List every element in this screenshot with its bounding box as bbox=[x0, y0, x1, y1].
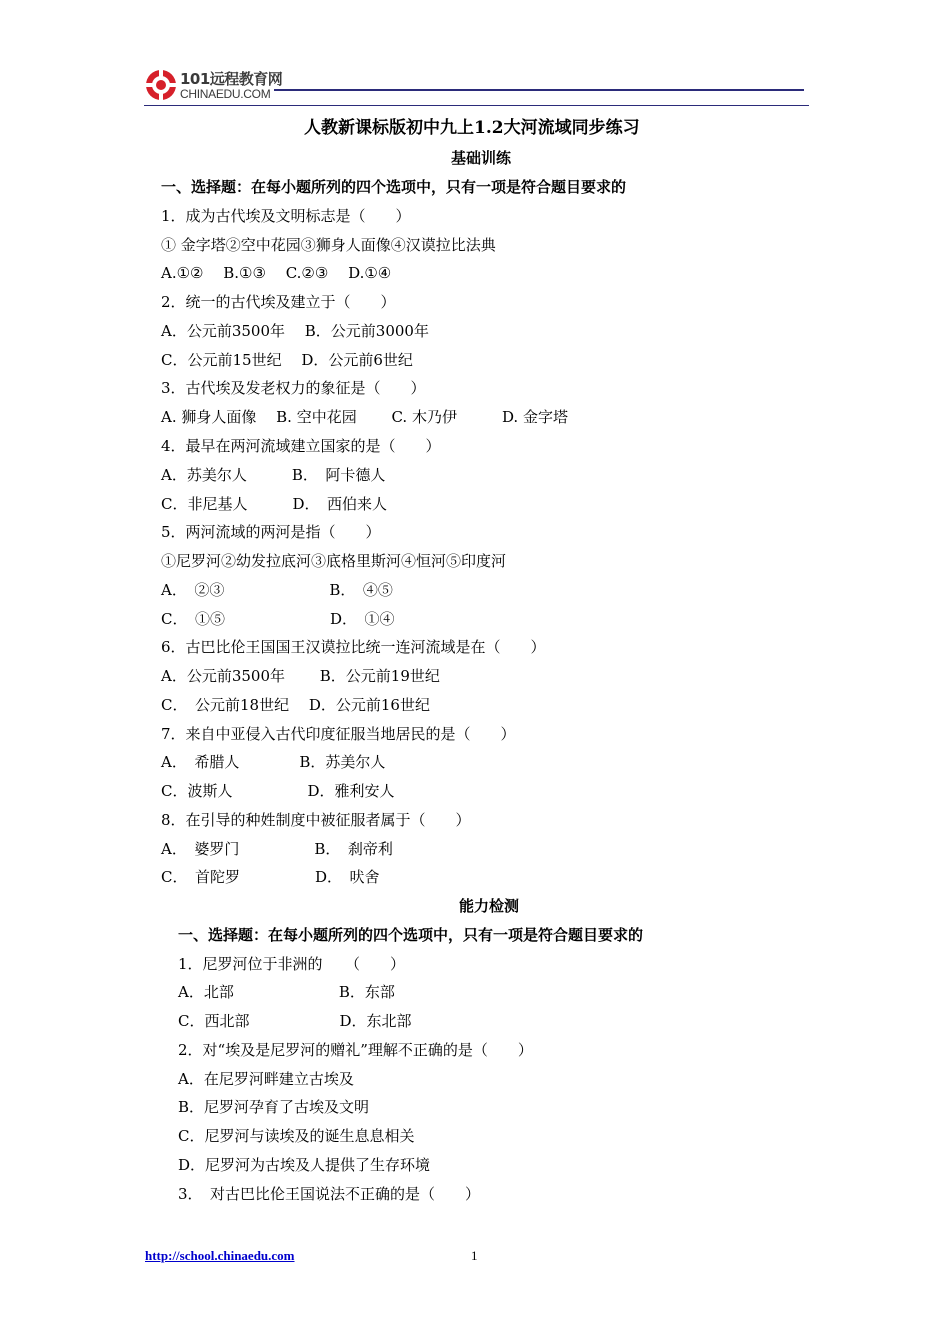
section-instruction: 一、选择题：在每小题所列的四个选项中，只有一项是符合题目要求的 bbox=[178, 926, 644, 944]
logo-name: 101远程教育网 bbox=[180, 70, 283, 88]
question-line: A．公元前3500年 B．公元前19世纪 bbox=[161, 667, 440, 685]
question-line: C． 公元前18世纪 D．公元前16世纪 bbox=[161, 696, 430, 714]
section-instruction: 一、选择题：在每小题所列的四个选项中，只有一项是符合题目要求的 bbox=[161, 178, 627, 196]
question-line: A．北部 B．东部 bbox=[178, 983, 395, 1001]
document-title: 人教新课标版初中九上1.2大河流域同步练习 bbox=[304, 118, 640, 138]
header-rule-thin bbox=[144, 105, 809, 106]
question-line: B．尼罗河孕育了古埃及文明 bbox=[178, 1098, 370, 1116]
question-line: A. 狮身人面像 B. 空中花园 C. 木乃伊 D. 金字塔 bbox=[161, 408, 568, 426]
question-line: 3． 对古巴比伦王国说法不正确的是（ ） bbox=[178, 1185, 481, 1203]
logo-domain: CHINAEDU.COM bbox=[180, 87, 271, 101]
question-line: A．苏美尔人 B． 阿卡德人 bbox=[161, 466, 386, 484]
section-heading-ability-test: 能力检测 bbox=[459, 897, 520, 915]
question-line: A.①② B.①③ C.②③ D.①④ bbox=[161, 264, 392, 282]
question-line: A． ②③ B． ④⑤ bbox=[161, 581, 393, 599]
question-line: ① 金字塔②空中花园③狮身人面像④汉谟拉比法典 bbox=[161, 236, 496, 254]
question-line: 4．最早在两河流域建立国家的是（ ） bbox=[161, 437, 441, 455]
question-line: 2．统一的古代埃及建立于（ ） bbox=[161, 293, 396, 311]
question-line: 8．在引导的种姓制度中被征服者属于（ ） bbox=[161, 811, 471, 829]
question-line: ①尼罗河②幼发拉底河③底格里斯河④恒河⑤印度河 bbox=[161, 552, 507, 570]
question-line: C． 首陀罗 D． 吠舍 bbox=[161, 868, 380, 886]
header-rule-thick bbox=[274, 89, 804, 91]
question-line: 1．成为古代埃及文明标志是（ ） bbox=[161, 207, 411, 225]
question-line: A．在尼罗河畔建立古埃及 bbox=[178, 1070, 354, 1088]
chinaedu-logo[interactable] bbox=[144, 66, 284, 106]
question-line: C．西北部 D．东北部 bbox=[178, 1012, 412, 1030]
question-line: C．波斯人 D．雅利安人 bbox=[161, 782, 395, 800]
question-line: A． 希腊人 B．苏美尔人 bbox=[161, 753, 386, 771]
question-line: 5．两河流域的两河是指（ ） bbox=[161, 523, 381, 541]
question-line: C．尼罗河与读埃及的诞生息息相关 bbox=[178, 1127, 415, 1145]
page-number: 1 bbox=[471, 1248, 478, 1263]
question-line: 7．来自中亚侵入古代印度征服当地居民的是（ ） bbox=[161, 725, 516, 743]
question-line: C．非尼基人 D． 西伯来人 bbox=[161, 495, 388, 513]
footer-site-link[interactable]: http://school.chinaedu.com bbox=[145, 1248, 295, 1263]
question-line: C． ①⑤ D． ①④ bbox=[161, 610, 395, 628]
section-heading-basic-training: 基础训练 bbox=[451, 149, 512, 167]
question-line: 6．古巴比伦王国国王汉谟拉比统一连河流域是在（ ） bbox=[161, 638, 546, 656]
question-line: 2．对“埃及是尼罗河的赠礼”理解不正确的是（ ） bbox=[178, 1041, 533, 1059]
question-line: D．尼罗河为古埃及人提供了生存环境 bbox=[178, 1156, 431, 1174]
page-header bbox=[144, 66, 809, 108]
question-line: 1．尼罗河位于非洲的 （ ） bbox=[178, 955, 406, 973]
logo-mark-icon bbox=[144, 68, 178, 102]
question-line: A． 婆罗门 B． 刹帝利 bbox=[161, 840, 393, 858]
question-line: C．公元前15世纪 D．公元前6世纪 bbox=[161, 351, 413, 369]
question-line: 3．古代埃及发老权力的象征是（ ） bbox=[161, 379, 426, 397]
question-line: A．公元前3500年 B．公元前3000年 bbox=[161, 322, 429, 340]
